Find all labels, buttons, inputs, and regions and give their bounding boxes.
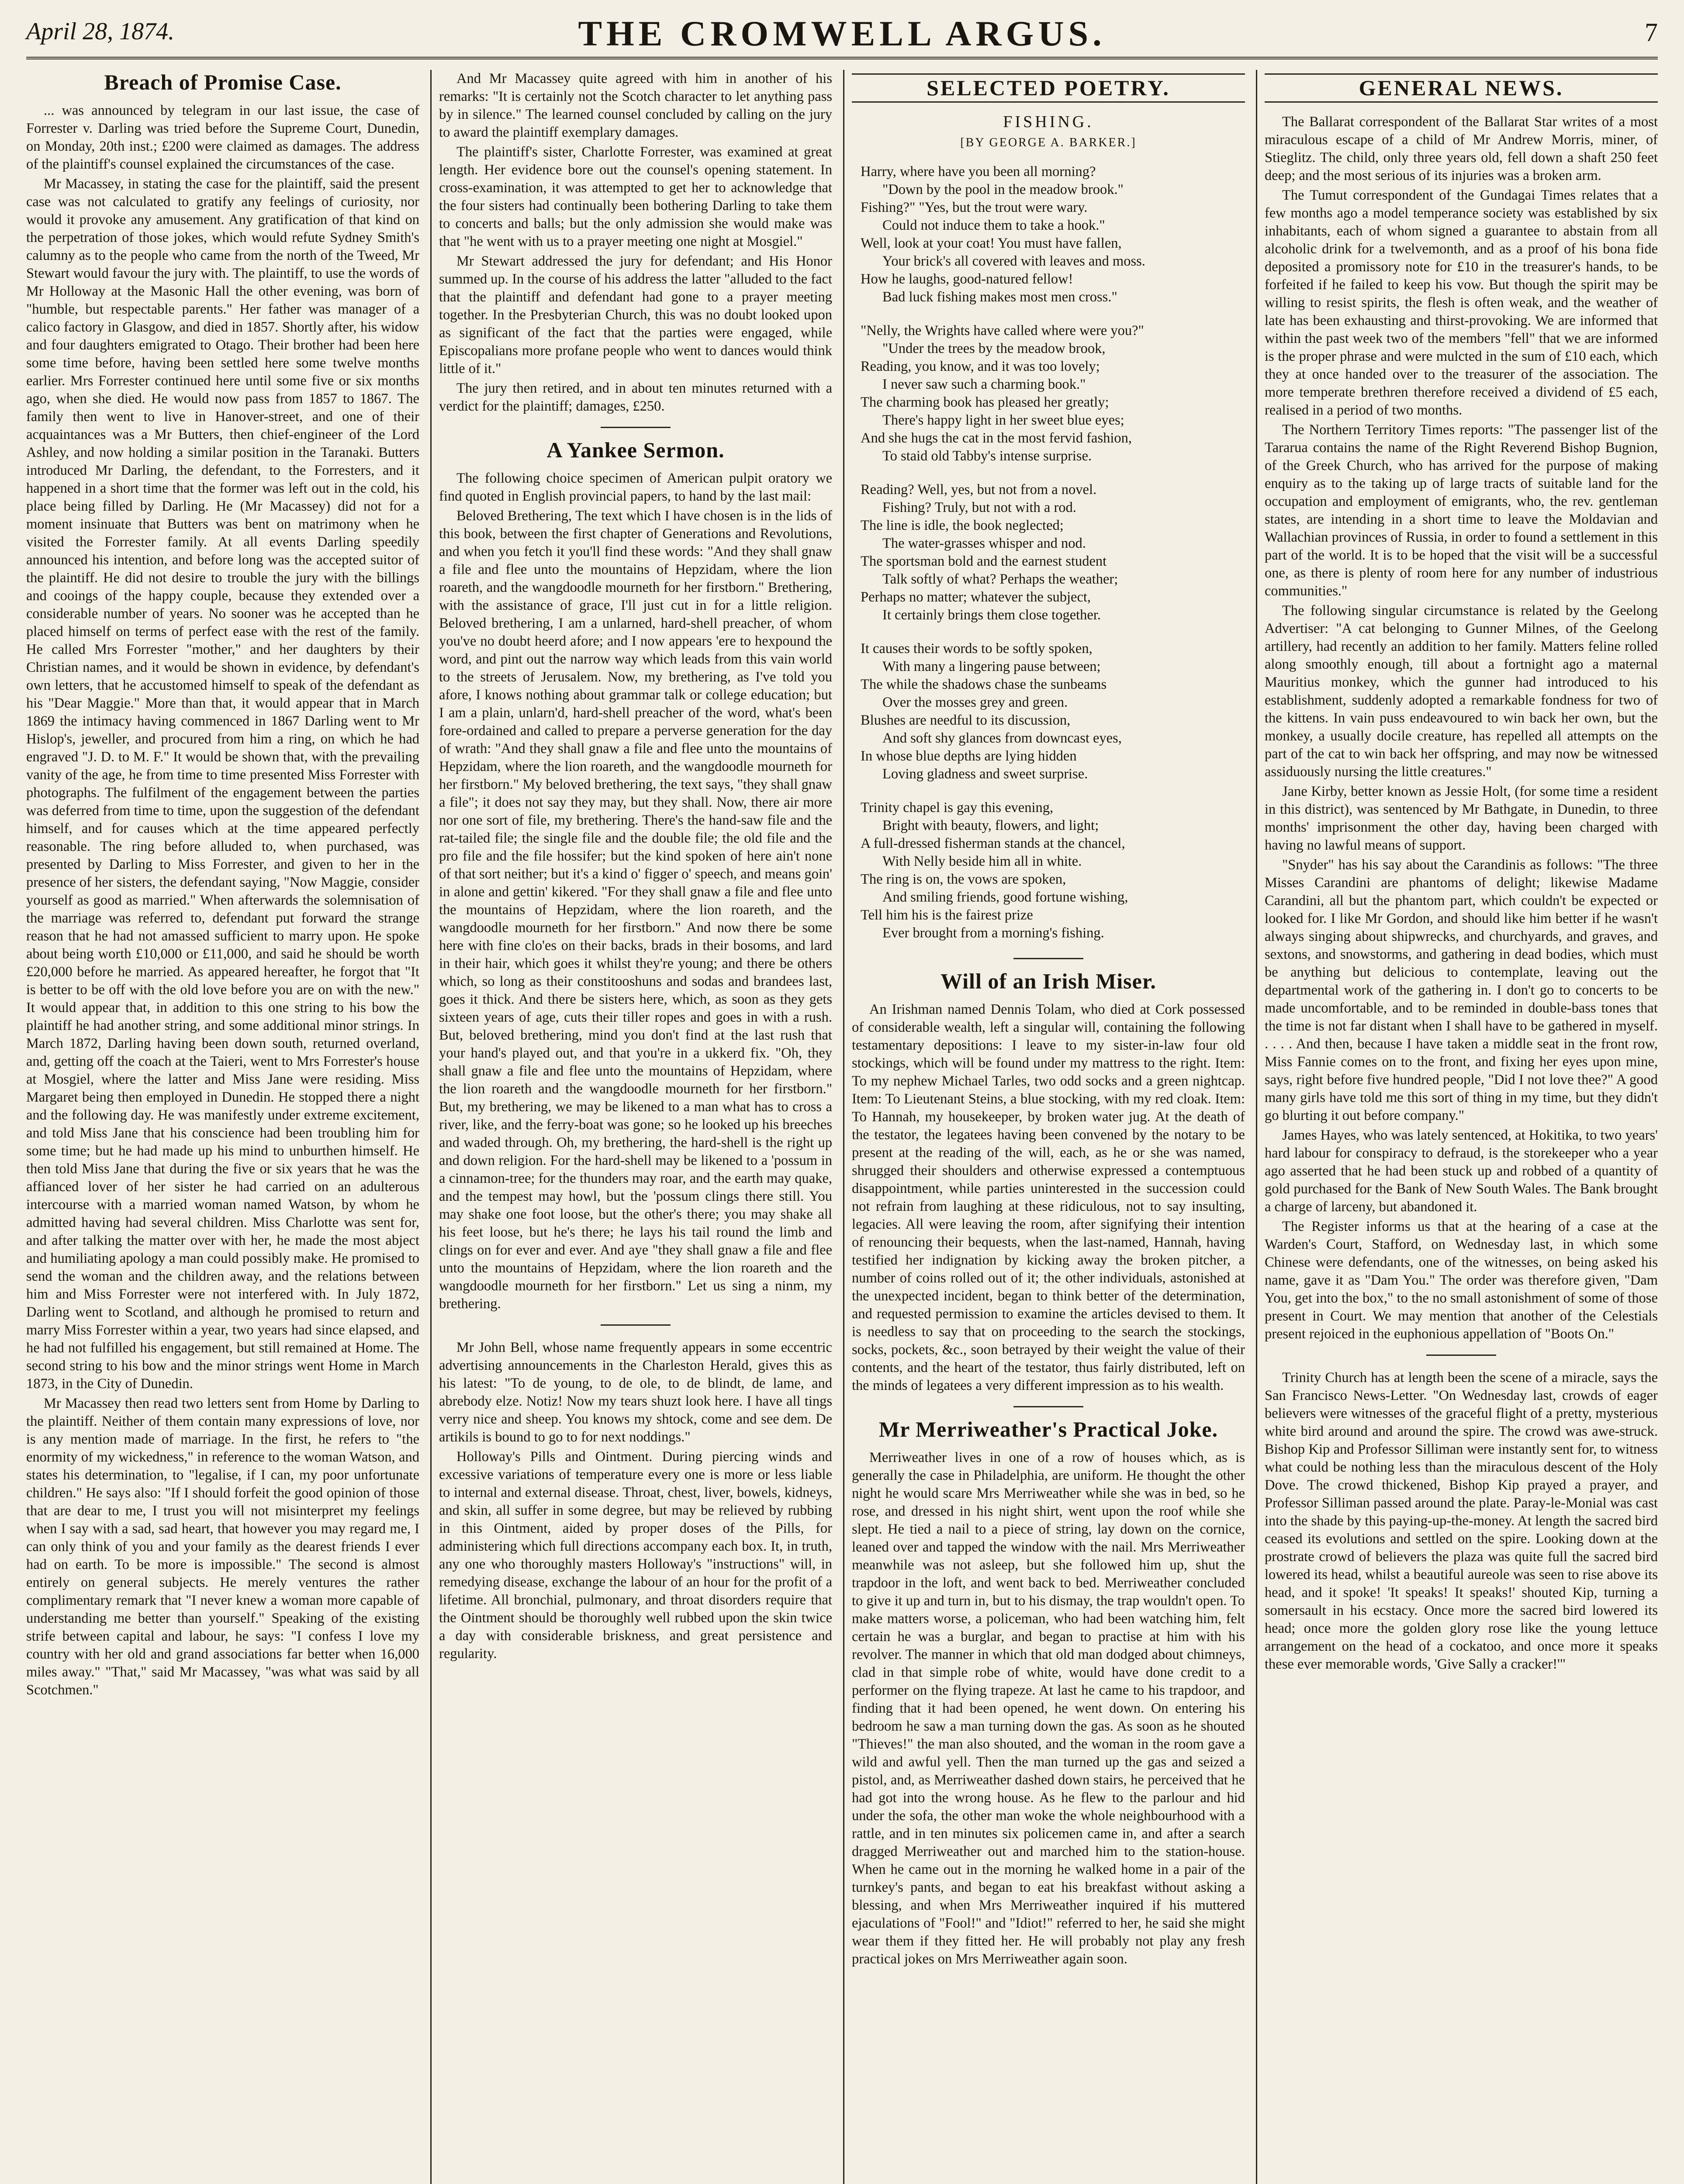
verse-line: How he laughs, good-natured fellow! [861,271,1073,287]
poem-title: FISHING. [1003,113,1094,131]
section-heading: GENERAL NEWS. [1265,73,1658,103]
stanza [861,481,1245,624]
stanza [861,322,1245,465]
verse-line: Ever brought from a morning's fishing. [882,925,1104,941]
paragraph: Trinity Church has at length been the scene of a miracle, says the San Francisco News-Letter. "On Wednesday last, crowds of eager believers were witnesses of the graceful flight of a pretty, mysterious white bird around and around the spire. The crowd was awe-struck. Bishop Kip and Professor Silliman were instantly sent for, to witness what could be nothing less than the miraculous descent of the Holy Dove. The crowd thickened, Bishop Kip prayed a prayer, and Professor Silliman passed around the plate. Paray-le-Monial was cast into the shade by this paying-up-the-money. At length the sacred bird ceased its evolutions and settled on the spire. Looking down at the prostrate crowd of believers the plaza was quite full the sacred bird lowered its head, whilst a beautiful aureole was seen to rise above its head, and it spoke! 'It speaks! It speaks!' shouted Kip, turning a somersault in his ecstacy. Once more the sacred bird lowered its head; once more the golden glory rose like the young lettuce arrangement on the head of a cockatoo, and once more it speaks these ever memorable words, 'Give Sally a cracker!'" [1265,1370,1658,1672]
verse-line: Blushes are needful to its discussion, [861,712,1071,728]
paragraph: The following choice specimen of American pulpit oratory we find quoted in English provincial papers, to hand by the last mail: [439,470,832,504]
paragraph: The plaintiff's sister, Charlotte Forrester, was examined at great length. Her evidence bore out the counsel's opening statement. In cross-examination, it was attempted to get her to acknowledge that the four sisters had continually been bothering Darling to take them to concerts and balls; but the only admission she would make was that "he went with us to a prayer meeting one night at Mosgiel." [439,144,832,249]
verse-line: And she hugs the cat in the most fervid fashion, [861,430,1132,446]
article-heading: Will of an Irish Miser. [941,969,1156,993]
verse-line: Could not induce them to take a hook." [882,218,1105,233]
verse-line: With Nelly beside him all in white. [882,854,1082,869]
paragraph: And Mr Macassey quite agreed with him in another of his remarks: "It is certainly not the Scotch character to let anything pass by in silence." The learned counsel concluded by calling on the jury to award the plaintiff exemplary damages. [439,71,832,140]
paragraph: Mr John Bell, whose name frequently appears in some eccentric advertising announcements in the Charleston Herald, gives this as his latest: "To de young, to de ole, to de blindt, de lame, and abrebody elze. Notiz! Now my tears shuzt look here. I have all tings verry nice and sheep. You knows my shtock, come and see dem. De artikils is bound to go to for next noddings." [439,1340,832,1445]
verse-line: And soft shy glances from downcast eyes, [882,730,1122,746]
paragraph: The Northern Territory Times reports: "The passenger list of the Tararua contains the name of the Right Reverend Bishop Bugnion, of the Greek Church, who has arrived for the purpose of making enquiry as to the taking up of large tracts of suitable land for the occupation and employment of emigrants, who, the rev. gentleman states, are intending in a short time to leave the Moldavian and Wallachian provinces of Russia, in order to found a settlement in this part of the world. It is to be hoped that the visit will be a successful one, as there is plenty of room here for any number of industrious communities." [1265,422,1658,599]
verse-line: Harry, where have you been all morning? [861,164,1096,180]
section-rule [601,427,671,428]
paragraph: Jane Kirby, better known as Jessie Holt, (for some time a resident in this district), was sentenced by Mr Bathgate, in Dunedin, to three months' imprisonment the other day, having been charged with having no lawful means of support. [1265,784,1658,853]
column-divider [430,70,432,2184]
article-heading: A Yankee Sermon. [546,438,725,462]
verse-line: The charming book has pleased her greatly; [861,394,1109,410]
newspaper-title: THE CROMWELL ARGUS. [578,14,1106,53]
paragraph: The Register informs us that at the hearing of a case at the Warden's Court, Stafford, on Wednesday last, in which some Chinese were defendants, one of the witnesses, on being asked his name, gave it as "Dam You." The order was therefore given, "Dam You, get into the box," to the no small astonishment of some of those present in Court. We may mention that another of the Celestials present rejoiced in the euphonious appellation of "Boots On." [1265,1219,1658,1342]
verse-line: Loving gladness and sweet surprise. [882,766,1088,782]
paragraph: James Hayes, who was lately sentenced, at Hokitika, to two years' hard labour for conspiracy to defraud, is the storekeeper who a year ago asserted that he had been stuck up and robbed of a quantity of gold purchased for the Bank of New South Wales. The Bank brought a charge of larceny, but abandoned it. [1265,1127,1658,1215]
verse-line: Well, look at your coat! You must have fallen, [861,235,1122,251]
section-rule [1013,1406,1083,1407]
verse-line: The while the shadows chase the sunbeams [861,677,1107,692]
paragraph: Beloved Brethering, The text which I have chosen is in the lids of this book, between the first chapter of Generations and Revolutions, and when you fetch it you'll find these words: "And they shall gnaw a file and flee unto the mountains of Hepzidam, where the lion roareth, and the wangdoodle mourneth for her firstborn." Brethering, with the assistance of grace, I'll just cut in for a little religion. Beloved brethering, I am a unlarned, hard-shell preacher, of whom you've no doubt heerd afore; and I now appears 'ere to hexpound the word, and pint out the narrow way which leads from this vain world to the streets of Jerusalem. Now, my brethering, as I've told you afore, I knows nothing about grammar talk or college education; but I am a plain, unlarn'd, hard-shell preacher of the word, what's been fore-ordained and called to prepare a perverse generation for the day of wrath: "And they shall gnaw a file and flee unto the mountains of Hepzidam, where the lion roareth, and the wangdoodle mourneth for her firstborn." My beloved brethering, the text says, "they shall gnaw a file"; it does not say they may, but they shall. Now, there air more nor one sort of file, my brethering. There's the hand-saw file and the rat-tailed file; the single file and the double file; the old file and the pro file and the file hossifer; but the kind spoken of here ain't none of that sort neither; but it's a kind o' figger o' speech, and means goin' in alone and gettin' kikered. "For they shall gnaw a file and flee unto the mountains of Hepzidam, where the lion roareth, and the wangdoodle mourneth for her firstborn." And now there be some here with fine clo'es on their backs, brads in their bosoms, and lard in their hair, which goes it whilst they're young; and there be others which, so long as their constitooshuns and sodas and brandees last, goes it thick. And there be sisters here, which, as soon as they gets sixteen years of age, cuts their tiller ropes and goes in with a rush. But, beloved brethering, mind you don't find at the last rush that your hand's played out, and that you're in a ukkerd fix. "Oh, they shall gnaw a file and flee unto the mountains of Hepzidam, where the lion roareth and the wangdoodle mourneth for her firstborn." But, my brethering, we may be likened to a man what has to cross a river, like, and the ferry-boat was gone; so he looked up his breeches and waded through. Oh, my brethering, the hard-shell is the right up and down religion. For the hard-shell may be likened to a 'possum in a cinnamon-tree; for the thunders may roar, and the earth may quake, and the tempest may howl, but the 'possum clings there still. You may shake one foot loose, but the other's there; you may shake all his feet loose, but he's there; he lays his tail round the limb and clings on for ever and ever. And aye "they shall gnaw a file and flee unto the mountains of Hepzidam, where the lion roareth and the wangdoodle mourneth for her firstborn." Let us sing a ninm, my brethering. [439,508,832,1312]
issue-date: April 28, 1874. [26,18,175,45]
stanza [861,163,1245,306]
verse-line: There's happy light in her sweet blue eyes; [882,412,1124,428]
paragraph: Mr Stewart addressed the jury for defendant; and His Honor summed up. In the course of his address the latter "alluded to the fact that the plaintiff and defendant had gone to a prayer meeting together. In the Presbyterian Church, this was no doubt looked upon as significant of the fact that the parties were engaged, while Episcopalians more profane people who went to dances would think little of it." [439,253,832,377]
stanza [861,799,1245,942]
verse-line: Tell him his is the fairest prize [861,907,1033,923]
verse-line: The ring is on, the vows are spoken, [861,871,1066,887]
column-divider [1256,70,1257,2184]
verse-line: "Down by the pool in the meadow brook." [882,182,1124,197]
stanza [861,640,1245,783]
verse-line: It certainly brings them close together. [882,607,1101,623]
verse-line: To staid old Tabby's intense surprise. [882,448,1092,464]
verse-line: Over the mosses grey and green. [882,695,1068,710]
masthead [26,9,1658,59]
verse-line: Trinity chapel is gay this evening, [861,800,1054,816]
verse-line: The sportsman bold and the earnest student [861,553,1107,569]
column-divider [843,70,844,2184]
paragraph: Holloway's Pills and Ointment. During piercing winds and excessive variations of temperature every one is more or less liable to internal and external disease. Throat, chest, liver, bowels, kidneys, and skin, all suffer in some degree, but may be relieved by rubbing in this Ointment, aided by proper doses of the Pills, for administering which full directions accompany each box. It, in truth, any one who thoroughly masters Holloway's "instructions" will, in remedying disease, exchange the labour of an hour for the profit of a lifetime. All bronchial, pulmonary, and throat disorders require that the Ointment should be thoroughly well rubbed upon the skin twice a day with considerable briskness, and great persistence and regularity. [439,1449,832,1662]
paragraph: ... was announced by telegram in our last issue, the case of Forrester v. Darling was tried before the Supreme Court, Dunedin, on Monday, 20th inst.; £200 were claimed as damages. The address of the plaintiff's counsel explained the circumstances of the case. [26,103,419,172]
verse-line: It causes their words to be softly spoken, [861,641,1093,657]
verse-line: I never saw such a charming book." [882,377,1086,392]
paragraph: Mr Macassey then read two letters sent from Home by Darling to the plaintiff. Neither of them contain many expressions of love, nor is any mention made of marriage. In the first, he refers to "the enormity of my wickedness," in reference to the woman Watson, and states his determination, to "legalise, if I can, my poor unfortunate children." He says also: "If I should forfeit the good opinion of those that are dear to me, I trust you will not misinterpret my feelings when I say with a sad, sad heart, that however you may regard me, I can only think of you and your family as the dearest friends I ever had on earth. To be more is impossible." The second is almost entirely on general subjects. He merely ventures the rather complimentary remark that "I never knew a woman more capable of understanding me better than yourself." Speaking of the existing strife between capital and labour, he says: "I confess I love my country with her old and grand associations far better when 16,000 miles away." "That," said Mr Macassey, "was what was said by all Scotchmen." [26,1396,419,1698]
article-heading: Breach of Promise Case. [104,70,342,94]
verse-line: "Nelly, the Wrights have called where were you?" [861,323,1144,339]
verse-line: Bright with beauty, flowers, and light; [882,818,1099,833]
verse-line: A full-dressed fisherman stands at the chancel, [861,836,1125,851]
verse-line: And smiling friends, good fortune wishing, [882,889,1128,905]
section-rule [601,1324,671,1326]
verse-line: In whose blue depths are lying hidden [861,748,1077,764]
column-4 [1265,70,1658,2184]
paragraph: Mr Macassey, in stating the case for the plaintiff, said the present case was not calculated to gratify any feelings of curiosity, nor would it provoke any amusement. Any gratification of that kind on the perpetration of those jokes, which would refute Sydney Smith's calumny as to the people who came from the north of the Tweed, Mr Stewart would favour the jury with. The plaintiff, to use the words of Mr Holloway at the Masonic Hall the other evening, was born of "humble, but respectable parents." Her father was manager of a calico factory in Glasgow, and died in 1857. Shortly after, his widow and four daughters emigrated to Otago. Their brother had been here some time before, having been settled here some twelve months earlier. Mrs Forrester continued here until some five or six months ago, when she died. He would now pass from 1857 to 1867. The family then went to live in Hanover-street, and one of their acquaintances was a Mr Butters, then chief-engineer of the Lord Ashley, and now holding a similar position in the Taranaki. Butters introduced Mr Darling, the defendant, to the Forresters, and it happened in a short time that the former was left out in the cold, his place being filled by Darling. He (Mr Macassey) did not for a moment insinuate that Butters was bent on matrimony when he visited the Forrester family. At all events Darling speedily announced his intention, and before long was the accepted suitor of the plaintiff. He did not desire to trouble the jury with the billings and cooings of the happy couple, because they extended over a considerable number of years. No sooner was he accepted than he placed himself on terms of perfect ease with the rest of the family. He called Mrs Forrester "mother," and her daughters by their Christian names, and it would be shown in evidence, by defendant's own letters, that he accustomed himself to speak of the defendant as his "Dear Maggie." More than that, it would appear that in March 1869 the intimacy having commenced in 1867 Darling went to Mr Hislop's, jeweller, and procured from him a ring, on which he had engraved "J. D. to M. F." It would be shown that, with the prevailing vanity of the age, he from time to time presented Miss Forrester with photographs. The fulfilment of the engagement between the parties was deferred from time to time, upon the suggestion of the defendant himself, and for causes which at the time appeared perfectly reasonable. The ring before alluded to, when purchased, was presented by Darling to Miss Forrester, and given to her in the presence of her sisters, the defendant saying, "Now Maggie, consider yourself as good as married." When afterwards the solemnisation of the marriage was referred to, defendant put forward the strange reason that he had not amassed sufficient to marry upon. He spoke about being worth £10,000 or £11,000, and said he should be worth £20,000 before he married. As appeared hereafter, he forgot that "It is better to be off with the old love before you are on with the new." It would appear that, in addition to this one string to his bow the plaintiff he had another string, and some additional minor strings. In March 1872, Darling having been down south, returned overland, and, getting off the coach at the Taieri, went to Mrs Forrester's house at Mosgiel, where the latter and Miss Jane were residing. Miss Margaret being then employed in Dunedin. He stopped there a night and the following day. He was manifestly under extreme excitement, and told Miss Jane that his conscience had been troubling him for some time; but he had made up his mind to unburthen himself. He then told Miss Jane that during the five or six years that he was the affianced lover of her sister he had carried on an adulterous intercourse with a married woman named Watson, by whom he admitted having had several children. Miss Charlotte was sent for, and after talking the matter over with her, he made the most abject and humiliating apology a man could possibly make. He promised to send the woman and the children away, and the relations between him and Miss Forrester were not interfered with. In July 1872, Darling went to Scotland, and although he promised to return and marry Miss Forrester within a year, two years had since elapsed, and he had not fulfilled his engagement, but still remained at Home. The second string to his bow and the minor strings went Home in March 1873, in the City of Dunedin. [26,176,419,1392]
paragraph: The following singular circumstance is related by the Geelong Advertiser: "A cat belonging to Gunner Milnes, of the Geelong artillery, had recently an addition to her family. Matters feline rolled along smoothly enough, till about a fortnight ago a maternal Mauritius monkey, which the gunner had introduced to his establishment, suddenly adopted a remarkable fondness for two of the kittens. In vain puss endeavoured to win back her own, but the monkey, a usually docile creature, has repelled all attempts on the part of the cat to win back her offspring, and may now be witnessed assiduously nursing the little creatures." [1265,603,1658,780]
verse-line: The water-grasses whisper and nod. [882,536,1086,551]
verse-line: Reading? Well, yes, but not from a novel. [861,482,1097,498]
verse-line: Fishing? Truly, but not with a rod. [882,500,1076,515]
section-heading: SELECTED POETRY. [852,73,1245,103]
article-heading: Mr Merriweather's Practical Joke. [878,1417,1218,1441]
paragraph: The jury then retired, and in about ten minutes returned with a verdict for the plaintiff; damages, £250. [439,380,832,414]
paragraph: Merriweather lives in one of a row of houses which, as is generally the case in Philadelphia, are uniform. He thought the other night he would scare Mrs Merriweather while she was in bed, so he rose, and dressed in his night shirt, went upon the roof while she slept. He tied a nail to a piece of string, lay down on the cornice, leaned over and tapped the window with the nail. Mrs Merriweather meanwhile was not asleep, but she followed him up, shut the trapdoor in the loft, and went back to bed. Merriweather concluded to give it up and turn in, but to his dismay, the trap wouldn't open. To make matters worse, a policeman, who had been watching him, felt certain he was a burglar, and began to practise at him with his revolver. The manner in which that old man dodged about chimneys, clad in that simple robe of white, would have done credit to a performer on the flying trapeze. At last he came to his trapdoor, and finding that it had been opened, he went down. On entering his bedroom he saw a man turning down the gas. As soon as he shouted "Thieves!" the man also shouted, and the woman in the room gave a wild and awful yell. Then the man turned up the gas and seized a pistol, and, as Merriweather dashed down stairs, he perceived that he had got into the wrong house. As he flew to the parlour and hid under the sofa, the other man woke the whole neighbourhood with a rattle, and in ten minutes six policemen came in, and after a search dragged Merriweather out and marched him to the station-house. When he came out in the morning he walked home in a pair of the turnkey's pants, and began to eat his breakfast without asking a blessing, and when Mrs Merriweather inquired if his muttered ejaculations of "Fool!" and "Idiot!" referred to her, he said she might wear them if they fitted her. He will probably not play any fresh practical jokes on Mrs Merriweather again soon. [852,1450,1245,1967]
verse-line: Bad luck fishing makes most men cross." [882,289,1117,305]
page-number: 7 [1645,18,1658,47]
verse-line: "Under the trees by the meadow brook, [882,341,1106,356]
column-1 [26,70,419,2184]
verse-line: Fishing?" "Yes, but the trout were wary. [861,200,1088,215]
poem-author: [BY GEORGE A. BARKER.] [960,136,1137,149]
column-2 [439,70,832,2184]
verse-line: The line is idle, the book neglected; [861,518,1064,533]
paragraph: The Tumut correspondent of the Gundagai Times relates that a few months ago a model temperance society was established by six inhabitants, each of whom signed a guarantee to abstain from all alcoholic drink for a twelvemonth, and as a proof of his bona fide deposited a promissory note for £10 in the treasurer's hands, to be forfeited if he failed to keep his vow. But though the spirit may be willing to resist spirits, the flesh is often weak, and the weather of late has been exhausting and thirst-provoking. We are informed that within the past week two of the members "fell" that we are informed is the proper phrase and were mulcted in the sum of £10 each, which they at once handed over to the treasurer of the association. The more temperate brethren therefore received a dividend of £5 each, realised in a period of two months. [1265,187,1658,418]
section-rule [1426,1355,1496,1356]
section-rule [1013,958,1083,959]
verse-line: With many a lingering pause between; [882,659,1101,674]
verse-line: Perhaps no matter; whatever the subject, [861,589,1091,605]
verse-line: Talk softly of what? Perhaps the weather; [882,571,1118,587]
verse-line: Your brick's all covered with leaves and moss. [882,253,1145,269]
column-3 [852,70,1245,2184]
paragraph: "Snyder" has his say about the Carandinis as follows: "The three Misses Carandini are phantoms of delight; likewise Madame Carandini, all but the phantom part, which couldn't be expected or looked for. I like Mr Gordon, and should like him better if he wasn't always singing about shipwrecks, and churchyards, and graves, and sextons, and snowstorms, and gathering in dead bodies, which must be anything but delicious to contemplate, leaving out the departmental work of the gathering in. I don't go to concerts to be made uncomfortable, and to be reminded in double-bass tones that the time is not far distant when I shall have to be gathered in myself. . . . . And then, because I have taken a middle seat in the front row, Miss Fannie comes on to the front, and fixing her eyes upon mine, says, right before five hundred people, "Did I not love thee?" A good many girls have told me this sort of thing in my time, but they didn't go blurting it out before company." [1265,857,1658,1123]
paragraph: The Ballarat correspondent of the Ballarat Star writes of a most miraculous escape of a child of Mr Andrew Morris, miner, of Stieglitz. The child, only three years old, fell down a shaft 250 feet deep; and the most serious of its injuries was a broken arm. [1265,114,1658,183]
paragraph: An Irishman named Dennis Tolam, who died at Cork possessed of considerable wealth, left a singular will, containing the following testamentary depositions: I leave to my sister-in-law four old stockings, which will be found under my mattress to the right. Item: To my nephew Michael Tarles, two odd socks and a green nightcap. Item: To Lieutenant Steins, a blue stocking, with my red cloak. Item: To Hannah, my housekeeper, by broken water jug. At the death of the testator, the legatees having been convened by the notary to be present at the reading of the will, each, as he or she was named, shrugged their shoulders and otherwise expressed a contemptuous disappointment, while parties uninterested in the succession could not refrain from laughing at these ridiculous, not to say insulting, legacies. All were leaving the room, after signifying their intention of renouncing their bequests, when the last-named, Hannah, having testified her indignation by kicking away the broken pitcher, a number of coins rolled out of it; the other individuals, astonished at the unexpected incident, began to think better of the determination, and requested permission to examine the articles devised to them. It is needless to say that on proceeding to the search the stockings, socks, pockets, &c., soon betrayed by their weight the value of their contents, and the heart of the testator, thus fairly distributed, left on the minds of legatees a very different impression as to his wealth. [852,1002,1245,1393]
verse-line: Reading, you know, and it was too lovely; [861,359,1100,374]
